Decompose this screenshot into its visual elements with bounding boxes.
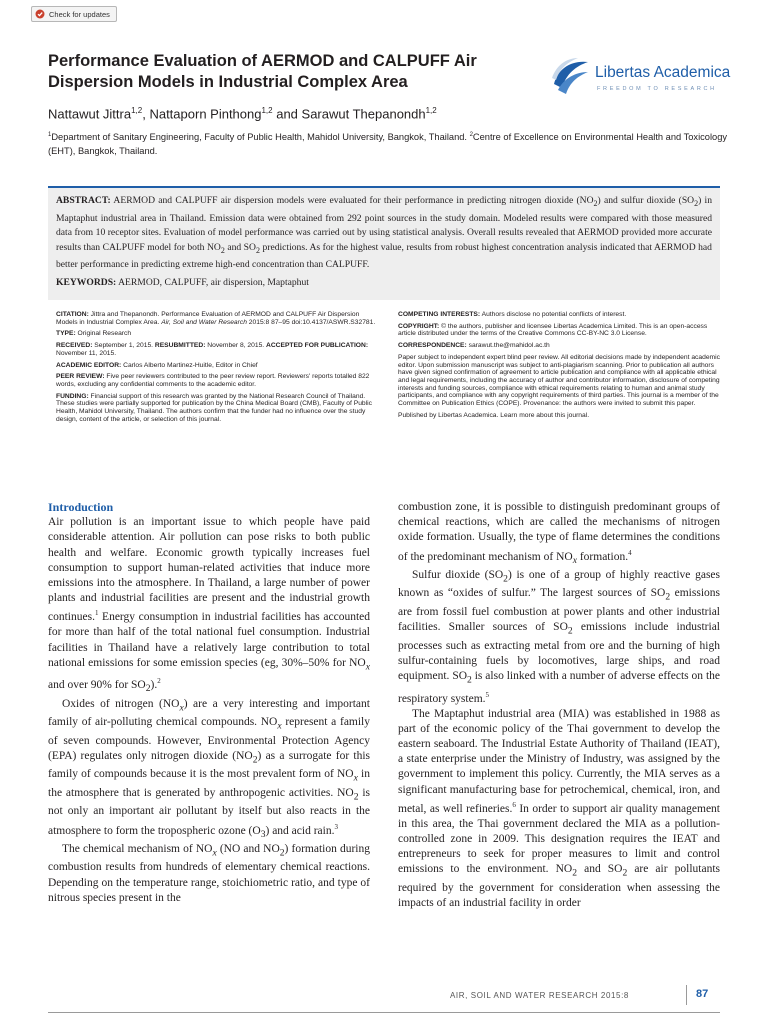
text-span: represent a family of seven compounds. However, Environmental Protection Agency (EPA) regulates only nitrogen dioxide (NO bbox=[48, 716, 371, 762]
keywords bbox=[56, 277, 309, 288]
article-type bbox=[56, 330, 378, 338]
review-statement: Paper subject to independent expert blind peer review. All editorial decisions made by independent academic editor. Upon submission manuscript was subject to anti-plagiarism scanning. Prior to publication all authors have given signed confirmation of agreement to article publication and compliance with all applicable ethical and legal requirements, including the accuracy of author and contributor information, disclosure of competing interests and funding sources, compliance with ethical requirements relating to human and animal study participants, and compliance with any copyright requirements of third parties. This journal is a member of the Committee on Publication Ethics (COPE). Provenance: the authors were invited to submit this paper. bbox=[398, 353, 720, 408]
author-affil-sup: 1,2 bbox=[261, 106, 273, 115]
citation-ref[interactable]: 2 bbox=[157, 677, 161, 686]
footer-divider bbox=[686, 985, 687, 1005]
subscript: 2 bbox=[503, 573, 508, 585]
affiliation-text: Centre of Excellence on Environmental Health and Toxicology (EHT), Bangkok, Thailand. bbox=[48, 132, 728, 157]
author-list bbox=[48, 106, 437, 121]
paragraph bbox=[398, 568, 720, 707]
footer-rule bbox=[48, 1012, 720, 1013]
text-span: emissions include industrial processes such as extracting metal from ore and the burning of high sulfur-containing fuels by locomotives, large ships, and road equipment. SO bbox=[398, 621, 720, 683]
text-span: The chemical mechanism of NO bbox=[62, 842, 213, 855]
paragraph bbox=[398, 500, 720, 568]
publisher-logo bbox=[548, 52, 731, 100]
subscript: 2 bbox=[572, 867, 578, 879]
competing-interests bbox=[398, 311, 720, 319]
text-span: ) formation during combustion results from hundreds of elementary chemical reactions. Depending on the temperature range, stoichiometric ratio, and type of nitrous species present in the bbox=[48, 842, 370, 904]
text-span: in the atmosphere that is generated by anthropogenic activities. NO bbox=[48, 768, 370, 799]
publisher-name: Libertas Academica bbox=[595, 64, 731, 81]
text-span: ) as a surrogate for this family of compounds because it is the most prevalent form of NO bbox=[48, 749, 371, 781]
subscript: 2 bbox=[279, 847, 285, 859]
citation-ref[interactable]: 4 bbox=[628, 548, 632, 557]
subscript: x bbox=[179, 701, 184, 713]
info-text: November 11, 2015. bbox=[56, 349, 117, 357]
affiliation-text: Department of Sanitary Engineering, Faculty of Public Health, Mahidol University, Bangkok, Thailand. bbox=[51, 132, 470, 143]
text-span: ) and acid rain. bbox=[265, 824, 335, 837]
peer-review bbox=[56, 373, 378, 388]
subscript: 2 bbox=[145, 683, 151, 695]
info-label: FUNDING: bbox=[56, 392, 89, 400]
info-text: Five peer reviewers contributed to the peer review report. Reviewers' reports totalled 822 words, excluding any confidential comments to the academic editor. bbox=[56, 373, 370, 388]
text-span: is also linked with a number of adverse effects on the respiratory system. bbox=[398, 670, 720, 705]
subscript: 2 bbox=[255, 245, 260, 255]
copyright bbox=[398, 323, 720, 338]
text-span: In order to support air quality management in this area, the Thai government declared the MIA as a pollution-controlled zone in 2009. This designation requires the IEAT and entrepreneurs to seek for proper measures to limit and control emissions to the environment. NO bbox=[398, 802, 721, 876]
info-label: CITATION: bbox=[56, 311, 89, 318]
affil-sup: 2 bbox=[469, 132, 473, 138]
body-column-right bbox=[398, 500, 720, 911]
check-for-updates-label: Check for updates bbox=[49, 9, 110, 19]
abstract-text bbox=[56, 194, 712, 273]
author-name: Nattaporn Pinthong bbox=[149, 106, 262, 122]
subscript: 2 bbox=[593, 198, 598, 208]
affil-sup: 1 bbox=[48, 132, 52, 138]
page-number: 87 bbox=[696, 988, 709, 1000]
author-separator: , bbox=[142, 106, 150, 122]
paragraph bbox=[48, 697, 370, 842]
info-text: © the authors, publisher and licensee Libertas Academica Limited. This is an open-access article distributed under the terms of the Creative Commons CC-BY-NC 3.0 License. bbox=[398, 322, 708, 338]
citation-ref[interactable]: 1 bbox=[94, 609, 99, 618]
info-label: PEER REVIEW: bbox=[56, 373, 105, 381]
paragraph bbox=[398, 707, 720, 912]
subscript: x bbox=[212, 847, 217, 859]
paragraph bbox=[48, 842, 370, 906]
dates bbox=[56, 342, 378, 357]
abstract-label: ABSTRACT: bbox=[56, 195, 111, 206]
author-name: Nattawut Jittra bbox=[48, 106, 132, 122]
text-span: ). bbox=[150, 679, 158, 692]
text-span: Energy consumption in industrial facilities has accounted for more than half of the total national fuel consumption. Industrial facilities in Thailand have a relatively large contribution to total national emissions for some emission species (eg, 30%–50% for NO bbox=[48, 611, 370, 669]
text-span: Oxides of nitrogen (NO bbox=[62, 697, 180, 710]
subscript: 2 bbox=[622, 867, 628, 879]
info-label: COPYRIGHT: bbox=[398, 322, 440, 330]
abstract-span: and SO bbox=[224, 241, 256, 253]
text-span: formation. bbox=[576, 550, 629, 563]
abstract-span: predictions. As for the highest value, results from robust highest concentration analysis indicated that AERMOD had better performance in predicting extreme high-end concentration than CALPUFF. bbox=[56, 241, 712, 271]
author-affil-sup: 1,2 bbox=[131, 106, 143, 115]
update-badge-icon bbox=[35, 9, 45, 19]
subscript: x bbox=[277, 720, 282, 732]
info-label: ACCEPTED FOR PUBLICATION: bbox=[266, 342, 369, 350]
libertas-logo-icon bbox=[548, 54, 592, 98]
text-span: ) is one of a group of highly reactive gases known as “oxides of sulfur.” The largest sources of SO bbox=[398, 568, 720, 600]
info-text: Financial support of this research was granted by the National Research Council of Thailand. These studies were partially supported for publication by the China Medical Board (CMB), Faculty of Public Health, Mahidol University, Thailand. The authors confirm that the funder had no influence over the study design, content of the article, or selection of this journal. bbox=[56, 392, 372, 423]
info-text: September 1, 2015. bbox=[92, 342, 155, 350]
info-text: November 8, 2015. bbox=[205, 342, 267, 350]
info-label: RESUBMITTED: bbox=[154, 342, 206, 350]
text-span: are air pollutants required by the government for consideration when assessing the impacts of an industrial facility in order bbox=[398, 863, 720, 910]
body-column-left bbox=[48, 500, 370, 906]
affiliations bbox=[48, 128, 738, 158]
info-text: Carlos Alberto Martinez-Huitle, Editor in Chief bbox=[121, 361, 258, 369]
info-text: Original Research bbox=[75, 330, 132, 338]
subscript: 3 bbox=[260, 828, 266, 840]
subscript: x bbox=[572, 554, 577, 566]
journal-name: Air, Soil and Water Research bbox=[161, 318, 247, 326]
info-text: Jittra and Thepanondh. Performance Evaluation of AERMOD and CALPUFF Air Dispersion Models in Industrial Complex Area. bbox=[56, 311, 360, 326]
citation-ref[interactable]: 5 bbox=[485, 690, 490, 699]
correspondence-email[interactable]: sarawut.the@mahidol.ac.th bbox=[466, 342, 550, 350]
info-label: CORRESPONDENCE: bbox=[398, 342, 467, 350]
academic-editor bbox=[56, 362, 378, 370]
text-span: Air pollution is an important issue to which people have paid considerable attention. Air pollution can pose risks to both public health and welfare. Economic growth typically increases fuel consumption to support human-related activities that induce more emissions into the atmosphere. In Thailand, a large number of power plants and industrial facilities are present and the industrial growth continues. bbox=[48, 516, 370, 624]
abstract-span: AERMOD and CALPUFF air dispersion models were evaluated for their performance in predicting nitrogen dioxide (NO bbox=[110, 195, 594, 206]
author-name: Sarawut Thepanondh bbox=[301, 106, 426, 122]
info-text: 2015:8 87–95 doi:10.4137/ASWR.S32781. bbox=[246, 318, 376, 326]
text-span: is not only an important air pollutant by itself but also reacts in the atmosphere to form the tropospheric ozone (O bbox=[48, 786, 370, 837]
check-for-updates-button[interactable] bbox=[31, 6, 117, 22]
info-text: Authors disclose no potential conflicts of interest. bbox=[480, 311, 627, 318]
author-affil-sup: 1,2 bbox=[425, 106, 437, 115]
citation-ref[interactable]: 6 bbox=[512, 800, 516, 809]
published-by[interactable]: Published by Libertas Academica. Learn more about this journal. bbox=[398, 411, 590, 419]
info-label: ACADEMIC EDITOR: bbox=[56, 361, 122, 369]
text-span: emissions are from fossil fuel combustion at power plants and other industrial facilities. Smaller sources of SO bbox=[398, 587, 720, 634]
subscript: 2 bbox=[467, 674, 472, 686]
abstract-span: ) in Maptaphut industrial area in Thailand. Emission data were obtained from 292 point sources in the study domain. Modeled results were compared with those measured data from 10 receptor sites. Evaluation of model performance was carried out by using statistical analysis. Overall results revealed that AERMOD provided more accurate results than CALPUFF model for both NO bbox=[56, 195, 712, 253]
subscript: 2 bbox=[252, 754, 258, 766]
keywords-label: KEYWORDS: bbox=[56, 277, 117, 288]
abstract-span: ) and sulfur dioxide (SO bbox=[597, 195, 695, 206]
citation-ref[interactable]: 3 bbox=[334, 822, 338, 831]
info-label: RECEIVED: bbox=[56, 342, 93, 350]
author-separator: and bbox=[272, 106, 302, 122]
subscript: 2 bbox=[694, 198, 699, 208]
text-span: and over 90% for SO bbox=[48, 679, 146, 692]
subscript: 2 bbox=[567, 625, 573, 637]
info-label: COMPETING INTERESTS: bbox=[398, 311, 481, 318]
paragraph bbox=[48, 515, 370, 696]
subscript: 2 bbox=[353, 791, 359, 803]
abstract-panel bbox=[48, 186, 720, 300]
subscript: 2 bbox=[665, 591, 671, 603]
citation bbox=[56, 311, 378, 326]
keywords-text: AERMOD, CALPUFF, air dispersion, Maptaphut bbox=[116, 277, 309, 288]
text-span: combustion zone, it is possible to distinguish predominant groups of chemical reactions, which are called the mechanisms of nitrogen oxide formation. Usually, the type of flame determines the conditions of the predominant mechanism of NO bbox=[398, 501, 720, 563]
text-span: and SO bbox=[577, 863, 623, 876]
footer-journal: AIR, SOIL AND WATER RESEARCH 2015:8 bbox=[450, 991, 629, 1000]
subscript: x bbox=[353, 772, 358, 784]
text-span: ) are a very interesting and important family of air-polluting chemical compounds. NO bbox=[48, 697, 370, 729]
text-span: The Maptaphut industrial area (MIA) was established in 1988 as part of the economic policy of the Thai government to develop the eastern seaboard. The Industrial Estate Authority of Thailand (IEAT), a state enterprise under the Ministry of Industry, was assigned by the government to implement this policy. Currently, the MIA serves as a significant manufacturing base for petrochemical, chemical, iron, and metal, as well refineries. bbox=[398, 707, 720, 815]
article-info-right bbox=[398, 311, 720, 423]
article-info-left bbox=[56, 311, 378, 427]
text-span: (NO and NO bbox=[216, 842, 280, 855]
publisher-tagline: FREEDOM TO RESEARCH bbox=[597, 86, 717, 92]
subscript: 2 bbox=[220, 245, 225, 255]
correspondence bbox=[398, 342, 720, 350]
section-heading-introduction: Introduction bbox=[48, 500, 114, 514]
subscript: x bbox=[365, 661, 370, 673]
info-label: TYPE: bbox=[56, 330, 76, 338]
article-title: Performance Evaluation of AERMOD and CALPUFF Air Dispersion Models in Industrial Complex Area bbox=[48, 52, 477, 91]
funding bbox=[56, 393, 378, 424]
text-span: Sulfur dioxide (SO bbox=[412, 568, 504, 581]
